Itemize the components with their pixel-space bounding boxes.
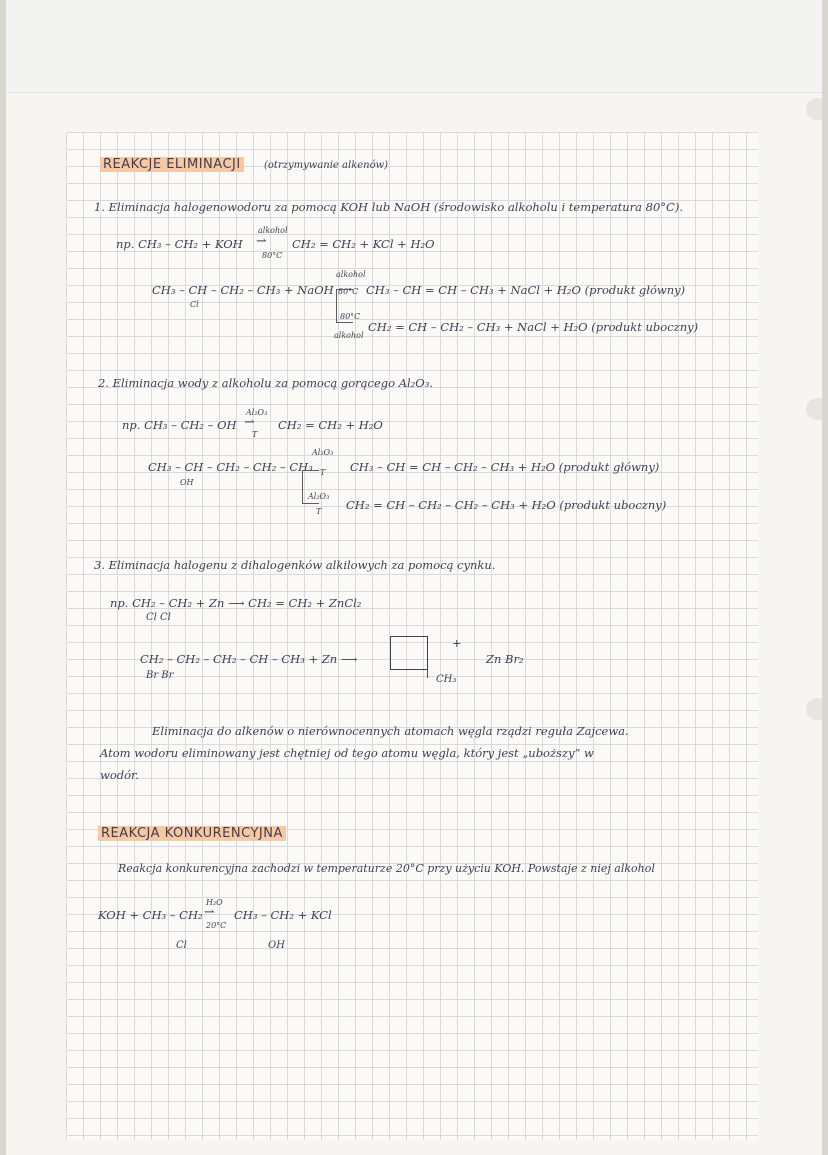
s1-ex1-products: CH₂ = CH₂ + KCl + H₂O [292, 237, 435, 251]
zaitsev-note-line-1: Eliminacja do alkenów o nierównocennych atomach węgla rządzi reguła Zajcewa. [152, 724, 629, 738]
section-1-heading: 1. Eliminacja halogenowodoru za pomocą KOH lub NaOH (środowisko alkoholu i temperatura 80°C). [94, 200, 683, 214]
s2-ex2-substituent: OH [180, 478, 194, 487]
s1-main-product: CH₃ – CH = CH – CH₃ + NaCl + H₂O (produkt główny) [366, 283, 686, 297]
s2-ex1-temperature: T [252, 430, 258, 439]
s2-ex2-catalyst: Al₂O₃ [312, 448, 334, 457]
competitive-arrow: ⇀ [204, 905, 215, 920]
competitive-equation-left: KOH + CH₃ – CH₂ [98, 908, 203, 922]
s1-ex2-temperature: 80°C [338, 287, 359, 296]
s1-ex1-temperature: 80°C [262, 251, 283, 260]
s1-ex2-temperature-2: 80°C [340, 312, 361, 321]
competitive-solvent: H₂O [206, 898, 223, 907]
competitive-heading: REAKCJA KONKURENCYJNA [98, 826, 286, 841]
competitive-substituent-left: Cl [176, 940, 187, 951]
s3-example-1: np. CH₂ – CH₂ + Zn ⟶ CH₂ = CH₂ + ZnCl₂ [110, 596, 362, 610]
s2-side-product: CH₂ = CH – CH₂ – CH₂ – CH₃ + H₂O (produkt uboczny) [346, 498, 667, 512]
s2-ex2-temperature: T [320, 468, 326, 477]
binder-hole [806, 398, 822, 420]
binder-hole [806, 98, 822, 120]
competitive-text: Reakcja konkurencyjna zachodzi w temperaturze 20°C przy użyciu KOH. Powstaje z niej alkohol [118, 862, 655, 875]
s1-ex2-condition: alkohol [336, 270, 366, 279]
competitive-temperature: 20°C [206, 921, 227, 930]
section-3-heading: 3. Eliminacja halogenu z dihalogenków alkilowych za pomocą cynku. [94, 558, 496, 572]
s3-example-2: CH₂ – CH₂ – CH₂ – CH – CH₃ + Zn ⟶ [140, 652, 358, 666]
s1-example-2: CH₃ – CH – CH₂ – CH₃ + NaOH [152, 283, 334, 297]
s2-example-1: np. CH₃ – CH₂ – OH [122, 418, 237, 432]
notebook-page [6, 0, 822, 1155]
zaitsev-note-line-3: wodór. [100, 768, 139, 782]
top-margin [6, 0, 822, 93]
s1-ex2-substituent: Cl [190, 300, 199, 309]
ring-methyl-label: CH₃ [436, 674, 457, 685]
section-2-heading: 2. Eliminacja wody z alkoholu za pomocą gorącego Al₂O₃. [98, 376, 433, 390]
s3-plus: + [452, 636, 462, 650]
s1-ex2-condition-2: alkohol [334, 331, 364, 340]
s2-main-product: CH₃ – CH = CH – CH₂ – CH₃ + H₂O (produkt główny) [350, 460, 660, 474]
s1-ex1-arrow: ⇀ [256, 234, 267, 249]
s3-ex1-substituents: Cl Cl [146, 612, 171, 623]
s2-ex1-catalyst: Al₂O₃ [246, 408, 268, 417]
s2-ex2-catalyst-2: Al₂O₃ [308, 492, 330, 501]
page-subtitle: (otrzymywanie alkenów) [264, 160, 389, 171]
binder-hole [806, 698, 822, 720]
competitive-equation-right: CH₃ – CH₂ + KCl [234, 908, 332, 922]
s1-example-1: np. CH₃ – CH₂ + KOH [116, 237, 243, 251]
cyclobutane-ring [390, 636, 428, 670]
s2-example-2: CH₃ – CH – CH₂ – CH₂ – CH₃ [148, 460, 313, 474]
page-title: REAKCJE ELIMINACJI [100, 157, 244, 172]
zaitsev-note-line-2: Atom wodoru eliminowany jest chętniej od tego atomu węgla, który jest „uboższy” w [100, 746, 594, 760]
s2-ex1-products: CH₂ = CH₂ + H₂O [278, 418, 383, 432]
s1-side-product: CH₂ = CH – CH₂ – CH₃ + NaCl + H₂O (produkt uboczny) [368, 320, 699, 334]
s2-ex1-arrow: ⇀ [244, 415, 255, 430]
s1-ex1-condition: alkohol [258, 226, 288, 235]
s3-byproduct: Zn Br₂ [486, 652, 524, 666]
methyl-bond [427, 668, 428, 678]
competitive-substituent-right: OH [268, 940, 285, 951]
s2-ex2-temperature-2: T [316, 507, 322, 516]
s3-ex2-substituents: Br Br [146, 670, 174, 681]
